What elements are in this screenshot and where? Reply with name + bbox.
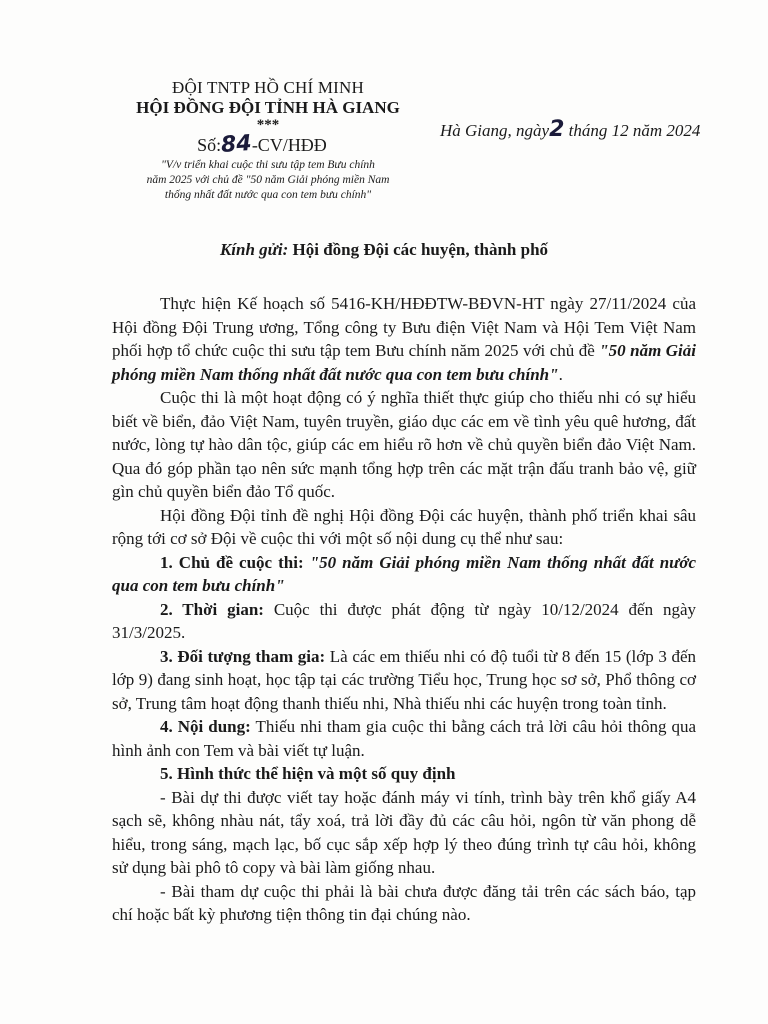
subject-line: năm 2025 với chủ đề "50 năm Giải phóng miền Nam [146,174,390,186]
document-subject [118,158,418,203]
separator-stars: *** [256,117,280,133]
section-theme [112,551,696,598]
salutation-label: Kính gửi: [219,240,289,259]
section-content [112,715,696,762]
handwritten-day: 2 [549,117,565,142]
place-date-suffix: tháng 12 năm 2024 [568,121,701,140]
section-participants [112,645,696,716]
subject-line: "V/v triển khai cuộc thi sưu tập tem Bưu chính [161,159,375,171]
place-and-date [440,117,700,142]
handwritten-document-number: 84 [220,130,253,159]
section-text: Thiếu nhi tham gia cuộc thi bằng cách trả lời câu hỏi thông qua hình ảnh con Tem và bài viết tự luận. [112,717,696,760]
document-number-prefix: Số: [197,135,222,155]
paragraph-end: . [558,364,563,384]
paragraph-purpose: Cuộc thi là một hoạt động có ý nghĩa thiết thực giúp cho thiếu nhi có sự hiểu biết về biển, đảo Việt Nam, tuyên truyền, giáo dục các em về tình yêu quê hương, đất nước, lòng tự hào dân tộc, giúp các em hiểu rõ hơn về chủ quyền biển đảo Việt Nam. Qua đó góp phần tạo nên sức mạnh tổng hợp trên các mặt trận đấu tranh bảo vệ, giữ gìn chủ quyền biển đảo Tổ quốc. [112,388,696,501]
section-time [112,598,696,645]
paragraph-intro [112,292,696,386]
subject-line: thống nhất đất nước qua con tem bưu chính" [164,189,372,201]
section-format-title: 5. Hình thức thể hiện và một số quy định [160,764,456,783]
salutation-recipient: Hội đồng Đội các huyện, thành phố [292,240,549,259]
document-number-suffix: -CV/HĐĐ [251,135,327,155]
paragraph-text: Thực hiện Kế hoạch số 5416-KH/HĐĐTW-BĐVN-HT ngày 27/11/2024 của Hội đồng Đội Trung ương, Tổng công ty Bưu điện Việt Nam và Hội Tem Việt Nam phối hợp tổ chức cuộc thi sưu tập tem Bưu chính năm 2025 với chủ đề [112,294,696,360]
council-name: HỘI ĐỒNG ĐỘI TỈNH HÀ GIANG [136,98,400,117]
paragraph-request: Hội đồng Đội tỉnh đề nghị Hội đồng Đội các huyện, thành phố triển khai sâu rộng tới cơ sở Đội về cuộc thi với một số nội dung cụ thể như sau: [112,505,696,548]
section-label: 1. Chủ đề cuộc thi: [160,552,304,572]
format-rule-item: - Bài dự thi được viết tay hoặc đánh máy vi tính, trình bày trên khổ giấy A4 sạch sẽ, không nhàu nát, tẩy xoá, trả lời đầy đủ các câu hỏi, ngôn từ văn phong dễ hiểu, trong sáng, mạch lạc, bố cục sắp xếp hợp lý theo đúng trình tự câu hỏi, không sử dụng bài phô tô copy và bài làm giống nhau. [112,787,696,877]
document-number [112,130,412,159]
section-text: Cuộc thi được phát động từ ngày 10/12/2024 đến ngày 31/3/2025. [112,599,697,642]
issuing-organization-block [118,78,418,203]
place-date-prefix: Hà Giang, ngày [440,121,550,140]
section-label: 2. Thời gian: [160,599,264,619]
format-rule-item: - Bài tham dự cuộc thi phải là bài chưa được đăng tải trên các sách báo, tạp chí hoặc bất kỳ phương tiện thông tin đại chúng nào. [112,881,696,924]
organization-name: ĐỘI TNTP HỒ CHÍ MINH [172,78,364,97]
section-text: "50 năm Giải phóng miền Nam thống nhất đất nước qua con tem bưu chính" [112,552,697,595]
section-label: 3. Đối tượng tham gia: [160,646,326,666]
salutation [0,240,768,260]
contest-theme: "50 năm Giải phóng miền Nam thống nhất đất nước qua con tem bưu chính" [112,341,697,384]
section-text: Là các em thiếu nhi có độ tuổi từ 8 đến 15 (lớp 3 đến lớp 9) đang sinh hoạt, học tập tại các trường Tiểu học, Trung học sơ sở, Phổ thông cơ sở, Trung tâm hoạt động thanh thiếu nhi, Nhà thiếu nhi các huyện trong toàn tỉnh. [112,646,697,713]
section-label: 4. Nội dung: [160,717,251,736]
document-body [112,292,696,927]
